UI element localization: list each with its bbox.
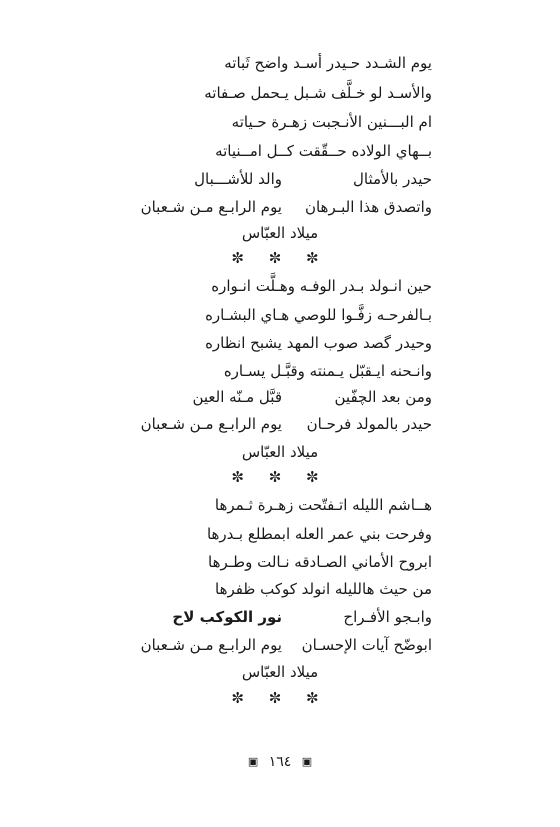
refrain: ميلاد العبّاس [241, 663, 319, 681]
verse-line: يوم الشـدد حـيدر أسـد واضح ثَباته [224, 54, 432, 72]
page-number-footer [0, 752, 560, 772]
stanza-separator: ✼ ✼ ✼ [231, 249, 329, 267]
verse-line: بــهاي الولاده حــقّقت كــل امــنياته [215, 142, 432, 160]
page-marker-icon: ▣ [247, 755, 259, 768]
verse-line: والأسـد لو خـلَّف شـبل يـحمل صـفاته [204, 84, 432, 102]
refrain: ميلاد العبّاس [241, 224, 319, 242]
couplet-first-half: واتصدق هذا البـرهان [304, 198, 432, 216]
verse-line: ام البـــنين الأنـجبت زهـرة حـياته [231, 113, 432, 131]
couplet-second-half: نور الكوكب لاح [172, 608, 282, 626]
couplet-line [122, 194, 432, 220]
couplet-line [122, 384, 432, 410]
couplet-second-half: يوم الرابـع مـن شـعبان [140, 415, 282, 433]
verse-line: وانـحنه ايـقبّل يـمنته وقبَّـل يسـاره [223, 362, 432, 380]
couplet-second-half: يوم الرابـع مـن شـعبان [140, 198, 282, 216]
verse-line: وفرحت بني عمر العله ابمطلع بـدرها [206, 525, 432, 543]
verse-line: وحيدر گصد صوب المهد يشبح انظاره [205, 334, 432, 352]
couplet-line [122, 632, 432, 658]
verse-line: هــاشم الليله اتـفتّحت زهـرة ثـمرها [214, 496, 432, 514]
stanza-separator: ✼ ✼ ✼ [231, 468, 329, 486]
verse-line: حين انـولد بـدر الوفـه وهـلَّت انـواره [211, 277, 432, 295]
couplet-second-half: قبَّل مـنّه العين [192, 388, 282, 406]
couplet-second-half: والد للأشـــبال [194, 170, 282, 188]
couplet-line [122, 166, 432, 192]
refrain: ميلاد العبّاس [241, 443, 319, 461]
couplet-first-half: حيدر بالمولد فرحـان [306, 415, 432, 433]
verse-line: بـالفرحـه زفَّـوا للوصي هـاي البشـاره [205, 306, 432, 324]
couplet-first-half: وابـجو الأفـراح [343, 608, 432, 626]
stanza-separator: ✼ ✼ ✼ [231, 689, 329, 707]
couplet-first-half: ومن بعد الچفّين [334, 388, 432, 406]
couplet-line [122, 604, 432, 630]
couplet-first-half: حيدر بالأمثال [352, 170, 432, 188]
verse-line: ابروح الأماني الصـادقه نـالت وطـرها [208, 553, 432, 571]
page-number: ١٦٤ [268, 754, 292, 770]
couplet-first-half: ابوضّح آيات الإحسـان [301, 636, 432, 654]
page-marker-icon: ▣ [301, 755, 313, 768]
couplet-line [122, 411, 432, 437]
verse-line: من حيث هالليله انولد كوكب ظفرها [215, 580, 432, 598]
couplet-second-half: يوم الرابـع مـن شـعبان [140, 636, 282, 654]
